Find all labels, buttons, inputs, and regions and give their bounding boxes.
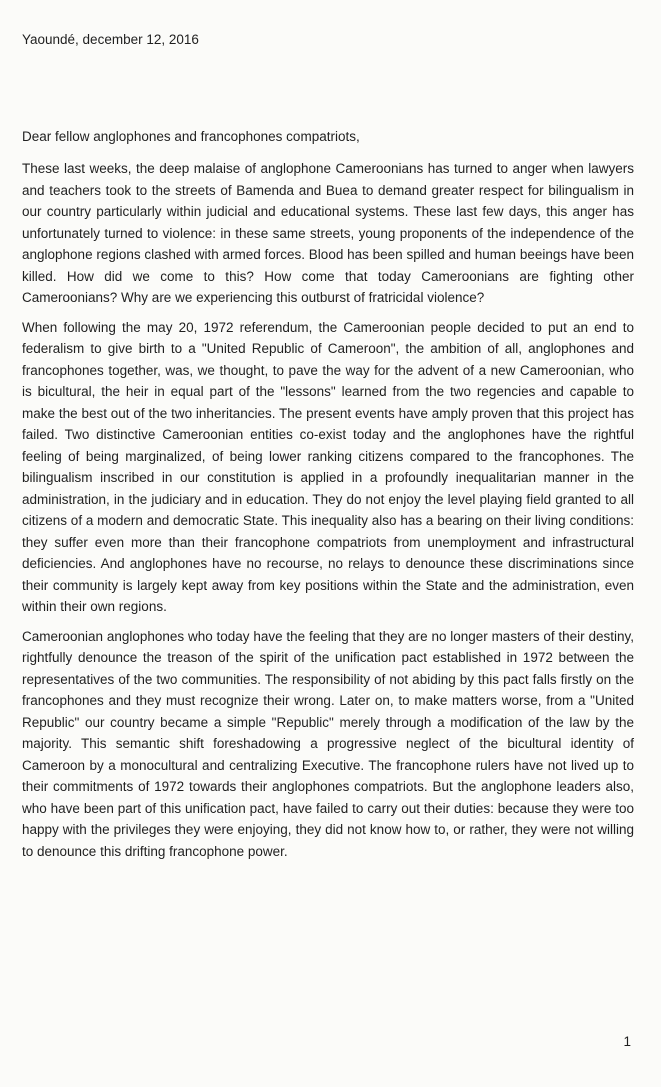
page-number: 1 xyxy=(623,1034,631,1049)
paragraph: These last weeks, the deep malaise of anglophone Cameroonians has turned to anger when lawyers and teachers took to the streets of Bamenda and Buea to demand greater respect for bilingualism in our country particularly within judicial and educational systems. These last few days, this anger has unfortunately turned to violence: in these same streets, young proponents of the independence of the anglophone regions clashed with armed forces. Blood has been spilled and human beeings have been killed. How did we come to this? How come that today Cameroonians are fighting other Cameroonians? Why are we experiencing this outburst of fratricidal violence? xyxy=(22,161,634,305)
paragraph: When following the may 20, 1972 referendum, the Cameroonian people decided to put an end to federalism to give birth to a "United Republic of Cameroon", the ambition of all, anglophones and francophones together, was, we thought, to pave the way for the advent of a new Cameroonian, who is bicultural, the heir in equal part of the "lessons" learned from the two regencies and capable to make the best out of the two inheritancies. The present events have amply proven that this project has failed. Two distinctive Cameroonian entities co-exist today and the anglophones have the rightful feeling of being marginalized, of being lower ranking citizens compared to the francophones. The bilingualism inscribed in our constitution is applied in a profoundly inequalitarian manner in the administration, in the judiciary and in education. They do not enjoy the level playing field granted to all citizens of a modern and democratic State. This inequality also has a bearing on their living conditions: they suffer even more than their francophone compatriots from unemployment and infrastructural deficiencies. And anglophones have no recourse, no relays to denounce these discriminations since their community is largely kept away from key positions within the State and the administration, even within their own regions. xyxy=(22,319,634,614)
salutation: Dear fellow anglophones and francophones compatriots, xyxy=(22,129,360,144)
paragraph: Cameroonian anglophones who today have the feeling that they are no longer masters of their destiny, rightfully denounce the treason of the spirit of the unification pact established in 1972 between the representatives of the two communities. The responsibility of not abiding by this pact falls firstly on the francophones and they must recognize their wrong. Later on, to make matters worse, from a "United Republic" our country became a simple "Republic" merely through a modification of the law by the majority. This semantic shift foreshadowing a progressive neglect of the bicultural identity of Cameroon by a monocultural and centralizing Executive. The francophone rulers have not lived up to their commitments of 1972 towards their anglophones compatriots. But the anglophone leaders also, who have been part of this unification pact, have failed to carry out their duties: because they were too happy with the privileges they were enjoying, they did not know how to, or rather, they were not willing to denounce this drifting francophone power. xyxy=(22,628,634,859)
letter-body xyxy=(22,158,634,870)
date-line: Yaoundé, december 12, 2016 xyxy=(22,32,199,47)
